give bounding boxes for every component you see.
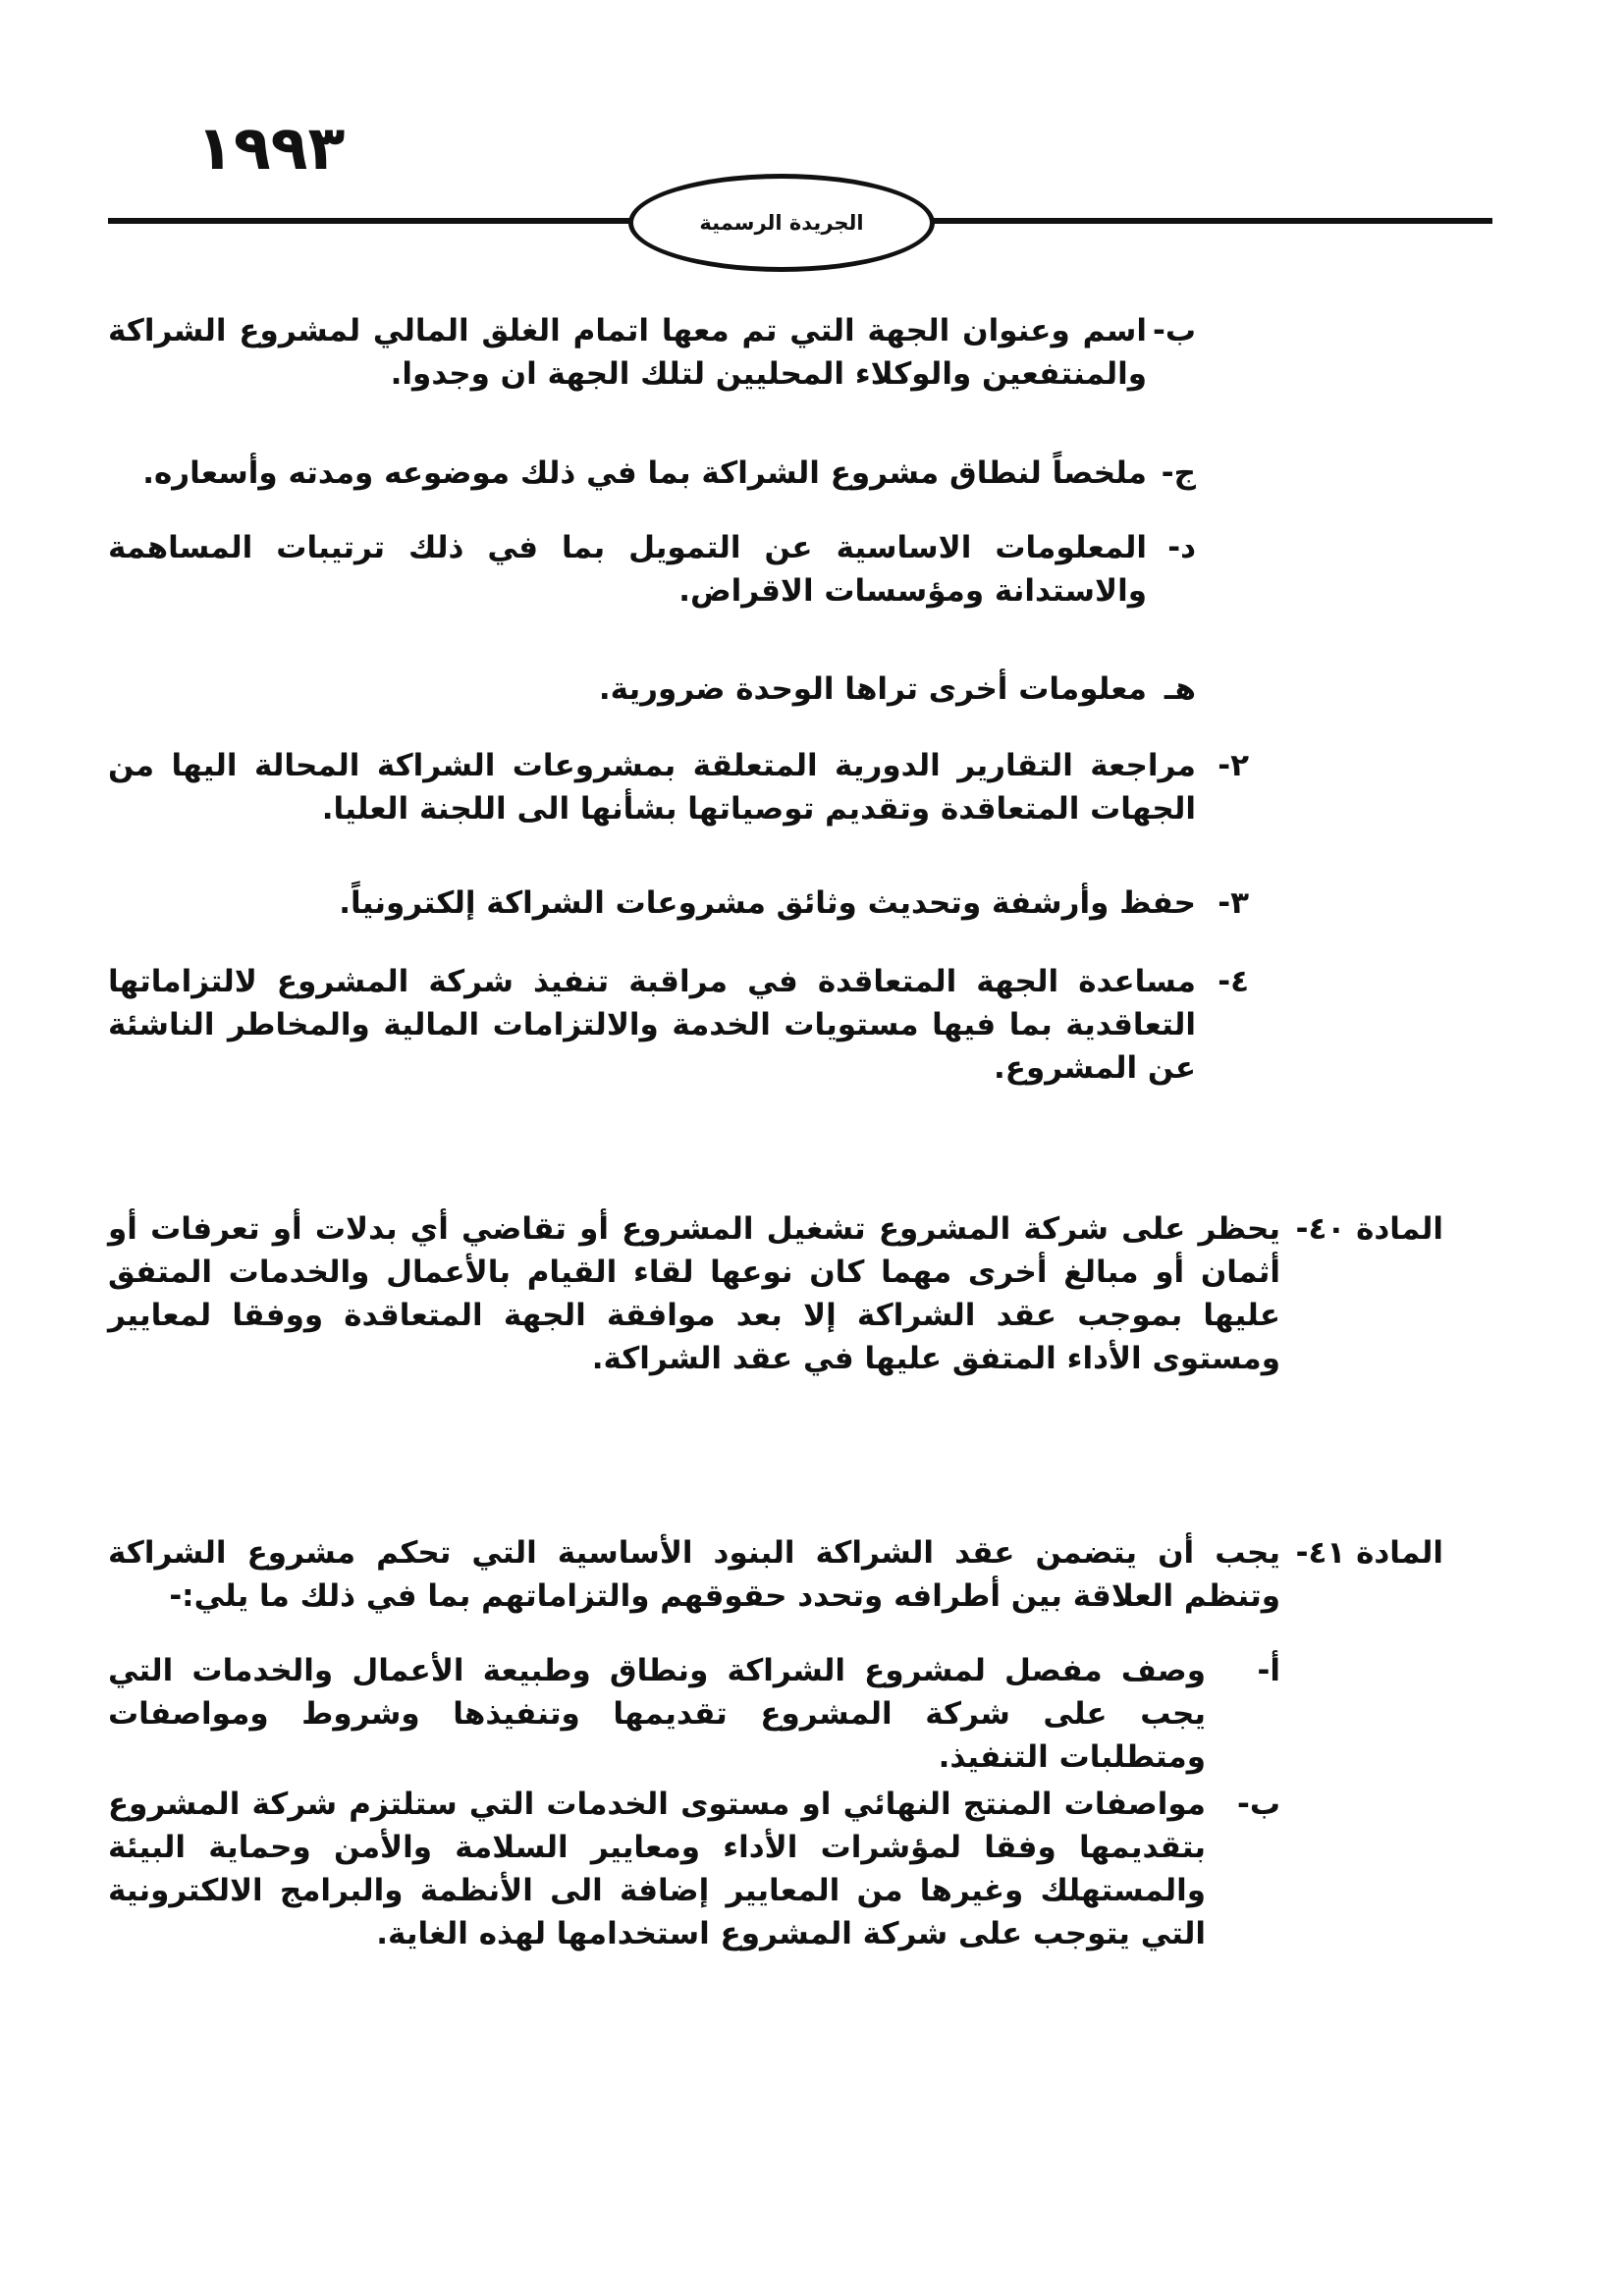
article-41-item-a: [108, 1649, 1280, 1779]
article-40-label: المادة ٤٠-: [1295, 1211, 1443, 1247]
item-text: وصف مفصل لمشروع الشراكة ونطاق وطبيعة الأعمال والخدمات التي يجب على شركة المشروع تقديمها وتنفيذها وشروط ومواصفات ومتطلبات التنفيذ.: [108, 1653, 1206, 1775]
gazette-name: الجريدة الرسمية: [699, 211, 864, 235]
list-item-2: [108, 744, 1249, 830]
list-item-b: [108, 309, 1196, 396]
item-marker: ب-: [1236, 1787, 1280, 1822]
list-item-4: [108, 960, 1249, 1090]
item-text: حفظ وأرشفة وتحديث وثائق مشروعات الشراكة إلكترونياً.: [339, 885, 1196, 921]
item-marker: هـ: [1164, 671, 1196, 707]
item-text: مساعدة الجهة المتعاقدة في مراقبة تنفيذ شركة المشروع لالتزاماتها التعاقدية بما فيها مستويات الخدمة والالتزامات المالية والمخاطر الناشئة عن المشروع.: [108, 964, 1196, 1086]
item-marker: د-: [1167, 530, 1196, 565]
item-text: ملخصاً لنطاق مشروع الشراكة بما في ذلك موضوعه ومدته وأسعاره.: [142, 455, 1147, 491]
item-marker: أ-: [1257, 1653, 1280, 1688]
item-marker: ٣-: [1218, 885, 1249, 921]
item-marker: ب-: [1152, 313, 1196, 348]
item-text: معلومات أخرى تراها الوحدة ضرورية.: [598, 671, 1147, 707]
list-item-3: [108, 881, 1249, 925]
article-41-item-b: [108, 1783, 1280, 1955]
item-marker: ٤-: [1218, 964, 1249, 999]
page-number: ١٩٩٣: [196, 112, 346, 184]
item-text: مواصفات المنتج النهائي او مستوى الخدمات التي ستلتزم شركة المشروع بتقديمها وفقا لمؤشرات الأداء ومعايير السلامة والأمن وحماية البيئة والمستهلك وغيرها من المعايير إضافة الى الأنظمة والبرامج الالكترونية التي يتوجب على شركة المشروع استخدامها لهذه الغاية.: [108, 1787, 1206, 1951]
list-item-j: [108, 452, 1196, 495]
article-40-text: يحظر على شركة المشروع تشغيل المشروع أو تقاضي أي بدلات أو تعرفات أو أثمان أو مبالغ أخرى مهما كان نوعها لقاء القيام بالأعمال والخدمات المتفق عليها بموجب عقد الشراكة إلا بعد موافقة الجهة المتعاقدة ووفقا لمعايير ومستوى الأداء المتفق عليها في عقد الشراكة.: [108, 1211, 1280, 1376]
item-marker: ٢-: [1218, 748, 1249, 783]
list-item-d: [108, 526, 1196, 613]
item-text: المعلومات الاساسية عن التمويل بما في ذلك ترتيبات المساهمة والاستدانة ومؤسسات الاقراض.: [108, 530, 1147, 609]
item-text: اسم وعنوان الجهة التي تم معها اتمام الغلق المالي لمشروع الشراكة والمنتفعين والوكلاء المحليين لتلك الجهة ان وجدوا.: [108, 313, 1147, 392]
article-41-text: يجب أن يتضمن عقد الشراكة البنود الأساسية التي تحكم مشروع الشراكة وتنظم العلاقة بين أطرافه وتحدد حقوقهم والتزاماتهم بما في ذلك ما يلي:-: [108, 1535, 1280, 1614]
list-item-h: [108, 667, 1196, 711]
item-marker: ج-: [1161, 455, 1196, 491]
item-text: مراجعة التقارير الدورية المتعلقة بمشروعات الشراكة المحالة اليها من الجهات المتعاقدة وتقديم توصياتها بشأنها الى اللجنة العليا.: [108, 748, 1196, 827]
article-41-label: المادة ٤١-: [1295, 1535, 1443, 1571]
